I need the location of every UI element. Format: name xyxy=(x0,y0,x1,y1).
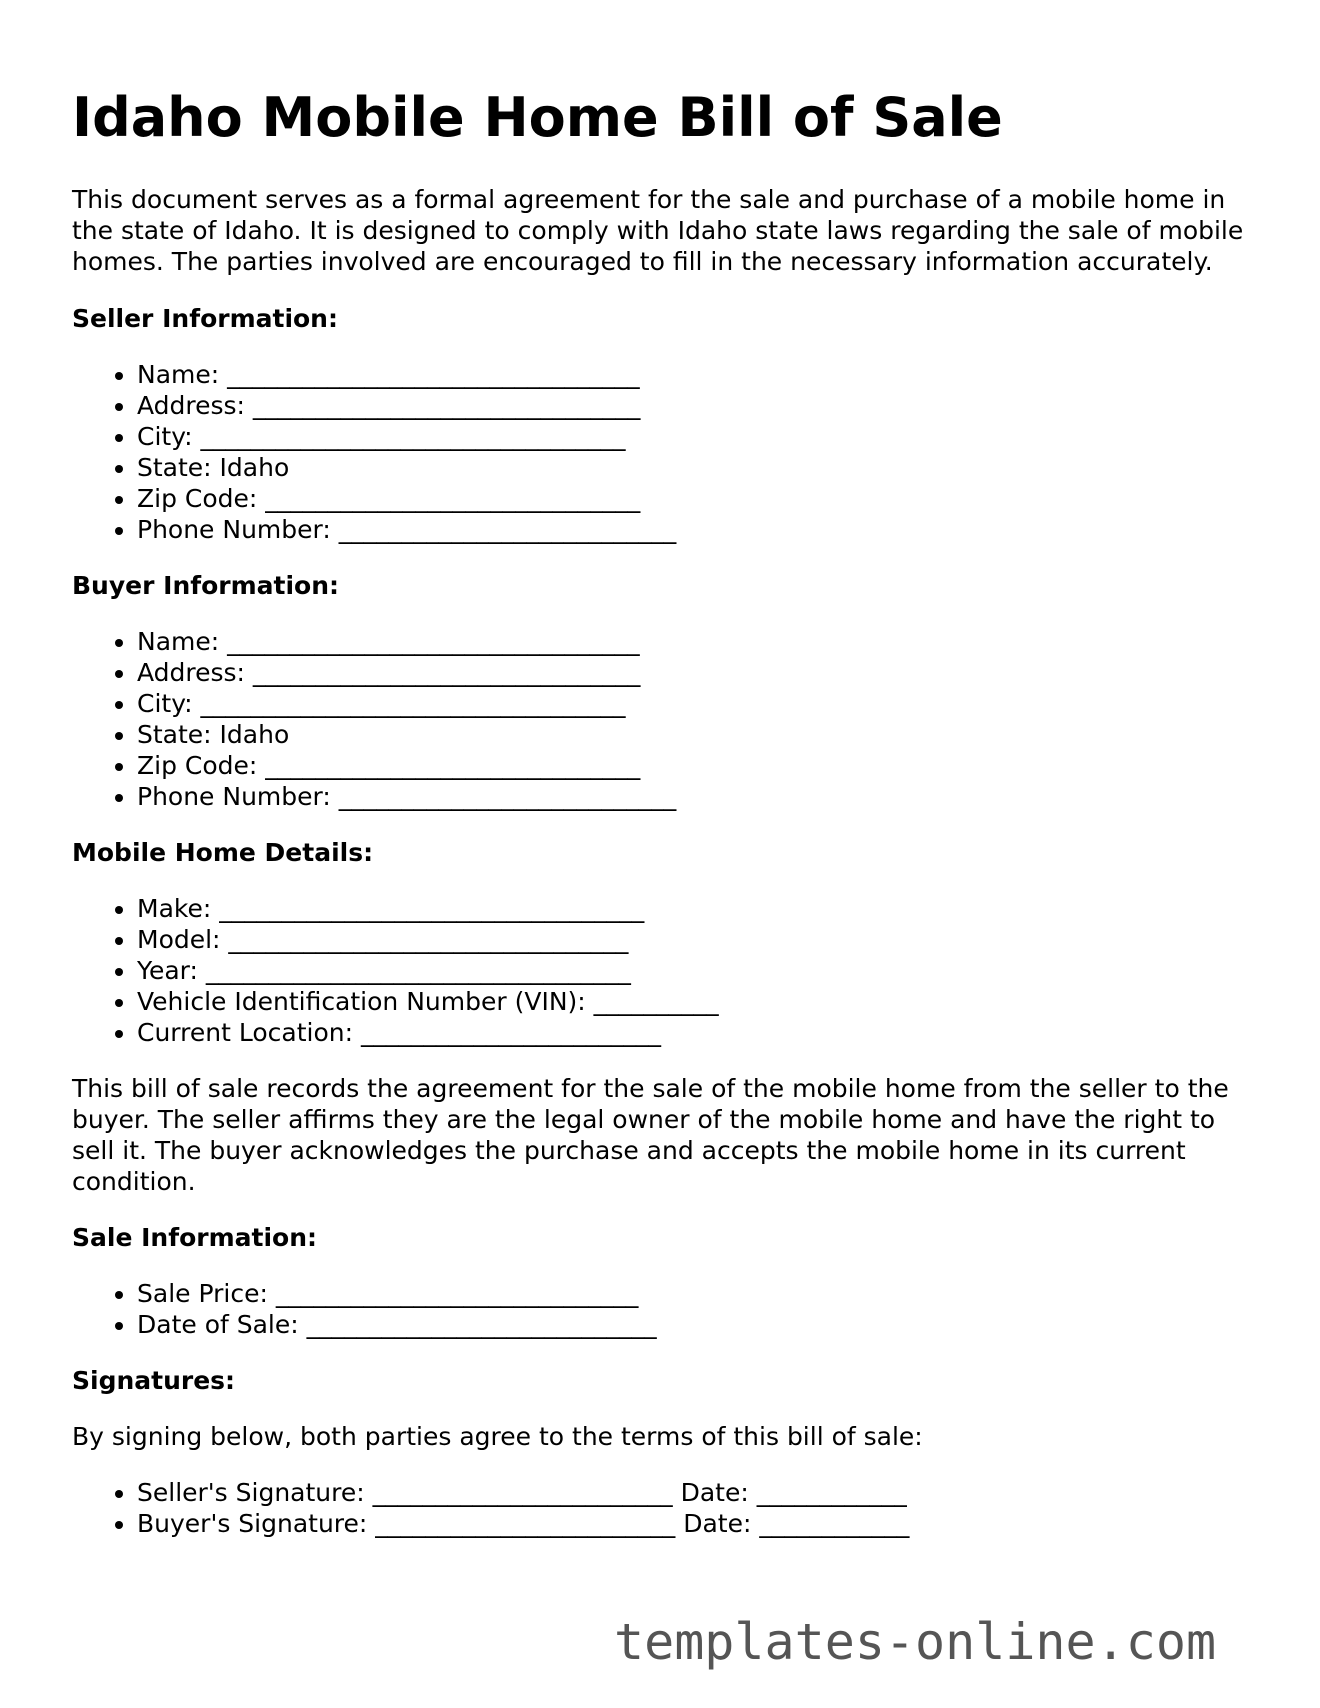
watermark-text: templates-online.com xyxy=(614,1613,1217,1671)
seller-city-field: • City: __________________________________ xyxy=(137,421,1252,452)
buyer-city-field: • City: __________________________________ xyxy=(137,688,1252,719)
page-title: Idaho Mobile Home Bill of Sale xyxy=(72,86,1003,149)
intro-paragraph: This document serves as a formal agreement for the sale and purchase of a mobile home in the state of Idaho. It is designed to comply with Idaho state laws regarding the sale of mobile homes. The parties involved are encouraged to fill in the necessary information accurately. xyxy=(72,185,1244,276)
buyer-list xyxy=(72,626,1252,812)
seller-zip-field: • Zip Code: ______________________________ xyxy=(137,483,1252,514)
sale-list xyxy=(72,1278,1252,1340)
buyer-phone-field: • Phone Number: ___________________________ xyxy=(137,781,1252,812)
seller-state-field: • State: Idaho xyxy=(137,452,1252,483)
home-vin-field: • Vehicle Identification Number (VIN): __________ xyxy=(137,986,1252,1017)
document-page xyxy=(72,86,1252,1564)
home-make-field: • Make: __________________________________ xyxy=(137,893,1252,924)
home-model-field: • Model: ________________________________ xyxy=(137,924,1252,955)
home-details-heading: Mobile Home Details: xyxy=(72,838,374,867)
seller-list xyxy=(72,359,1252,545)
buyer-signature-field: • Buyer's Signature: ________________________ Date: ____________ xyxy=(137,1508,1252,1539)
home-year-field: • Year: __________________________________ xyxy=(137,955,1252,986)
seller-address-field: • Address: _______________________________ xyxy=(137,390,1252,421)
buyer-state-field: • State: Idaho xyxy=(137,719,1252,750)
seller-phone-field: • Phone Number: ___________________________ xyxy=(137,514,1252,545)
seller-heading: Seller Information: xyxy=(72,304,338,333)
signatures-list xyxy=(72,1477,1252,1539)
signatures-intro: By signing below, both parties agree to the terms of this bill of sale: xyxy=(72,1422,923,1451)
buyer-zip-field: • Zip Code: ______________________________ xyxy=(137,750,1252,781)
home-location-field: • Current Location: ________________________ xyxy=(137,1017,1252,1048)
buyer-heading: Buyer Information: xyxy=(72,571,340,600)
sale-date-field: • Date of Sale: ____________________________ xyxy=(137,1309,1252,1340)
buyer-name-field: • Name: _________________________________ xyxy=(137,626,1252,657)
seller-signature-field: • Seller's Signature: ________________________ Date: ____________ xyxy=(137,1477,1252,1508)
sale-heading: Sale Information: xyxy=(72,1223,317,1252)
sale-price-field: • Sale Price: _____________________________ xyxy=(137,1278,1252,1309)
buyer-address-field: • Address: _______________________________ xyxy=(137,657,1252,688)
agreement-paragraph: This bill of sale records the agreement for the sale of the mobile home from the seller to the buyer. The seller affirms they are the legal owner of the mobile home and have the right to sell it. The buyer acknowledges the purchase and accepts the mobile home in its current condition. xyxy=(72,1074,1229,1196)
home-details-list xyxy=(72,893,1252,1048)
seller-name-field: • Name: _________________________________ xyxy=(137,359,1252,390)
signatures-heading: Signatures: xyxy=(72,1366,236,1395)
